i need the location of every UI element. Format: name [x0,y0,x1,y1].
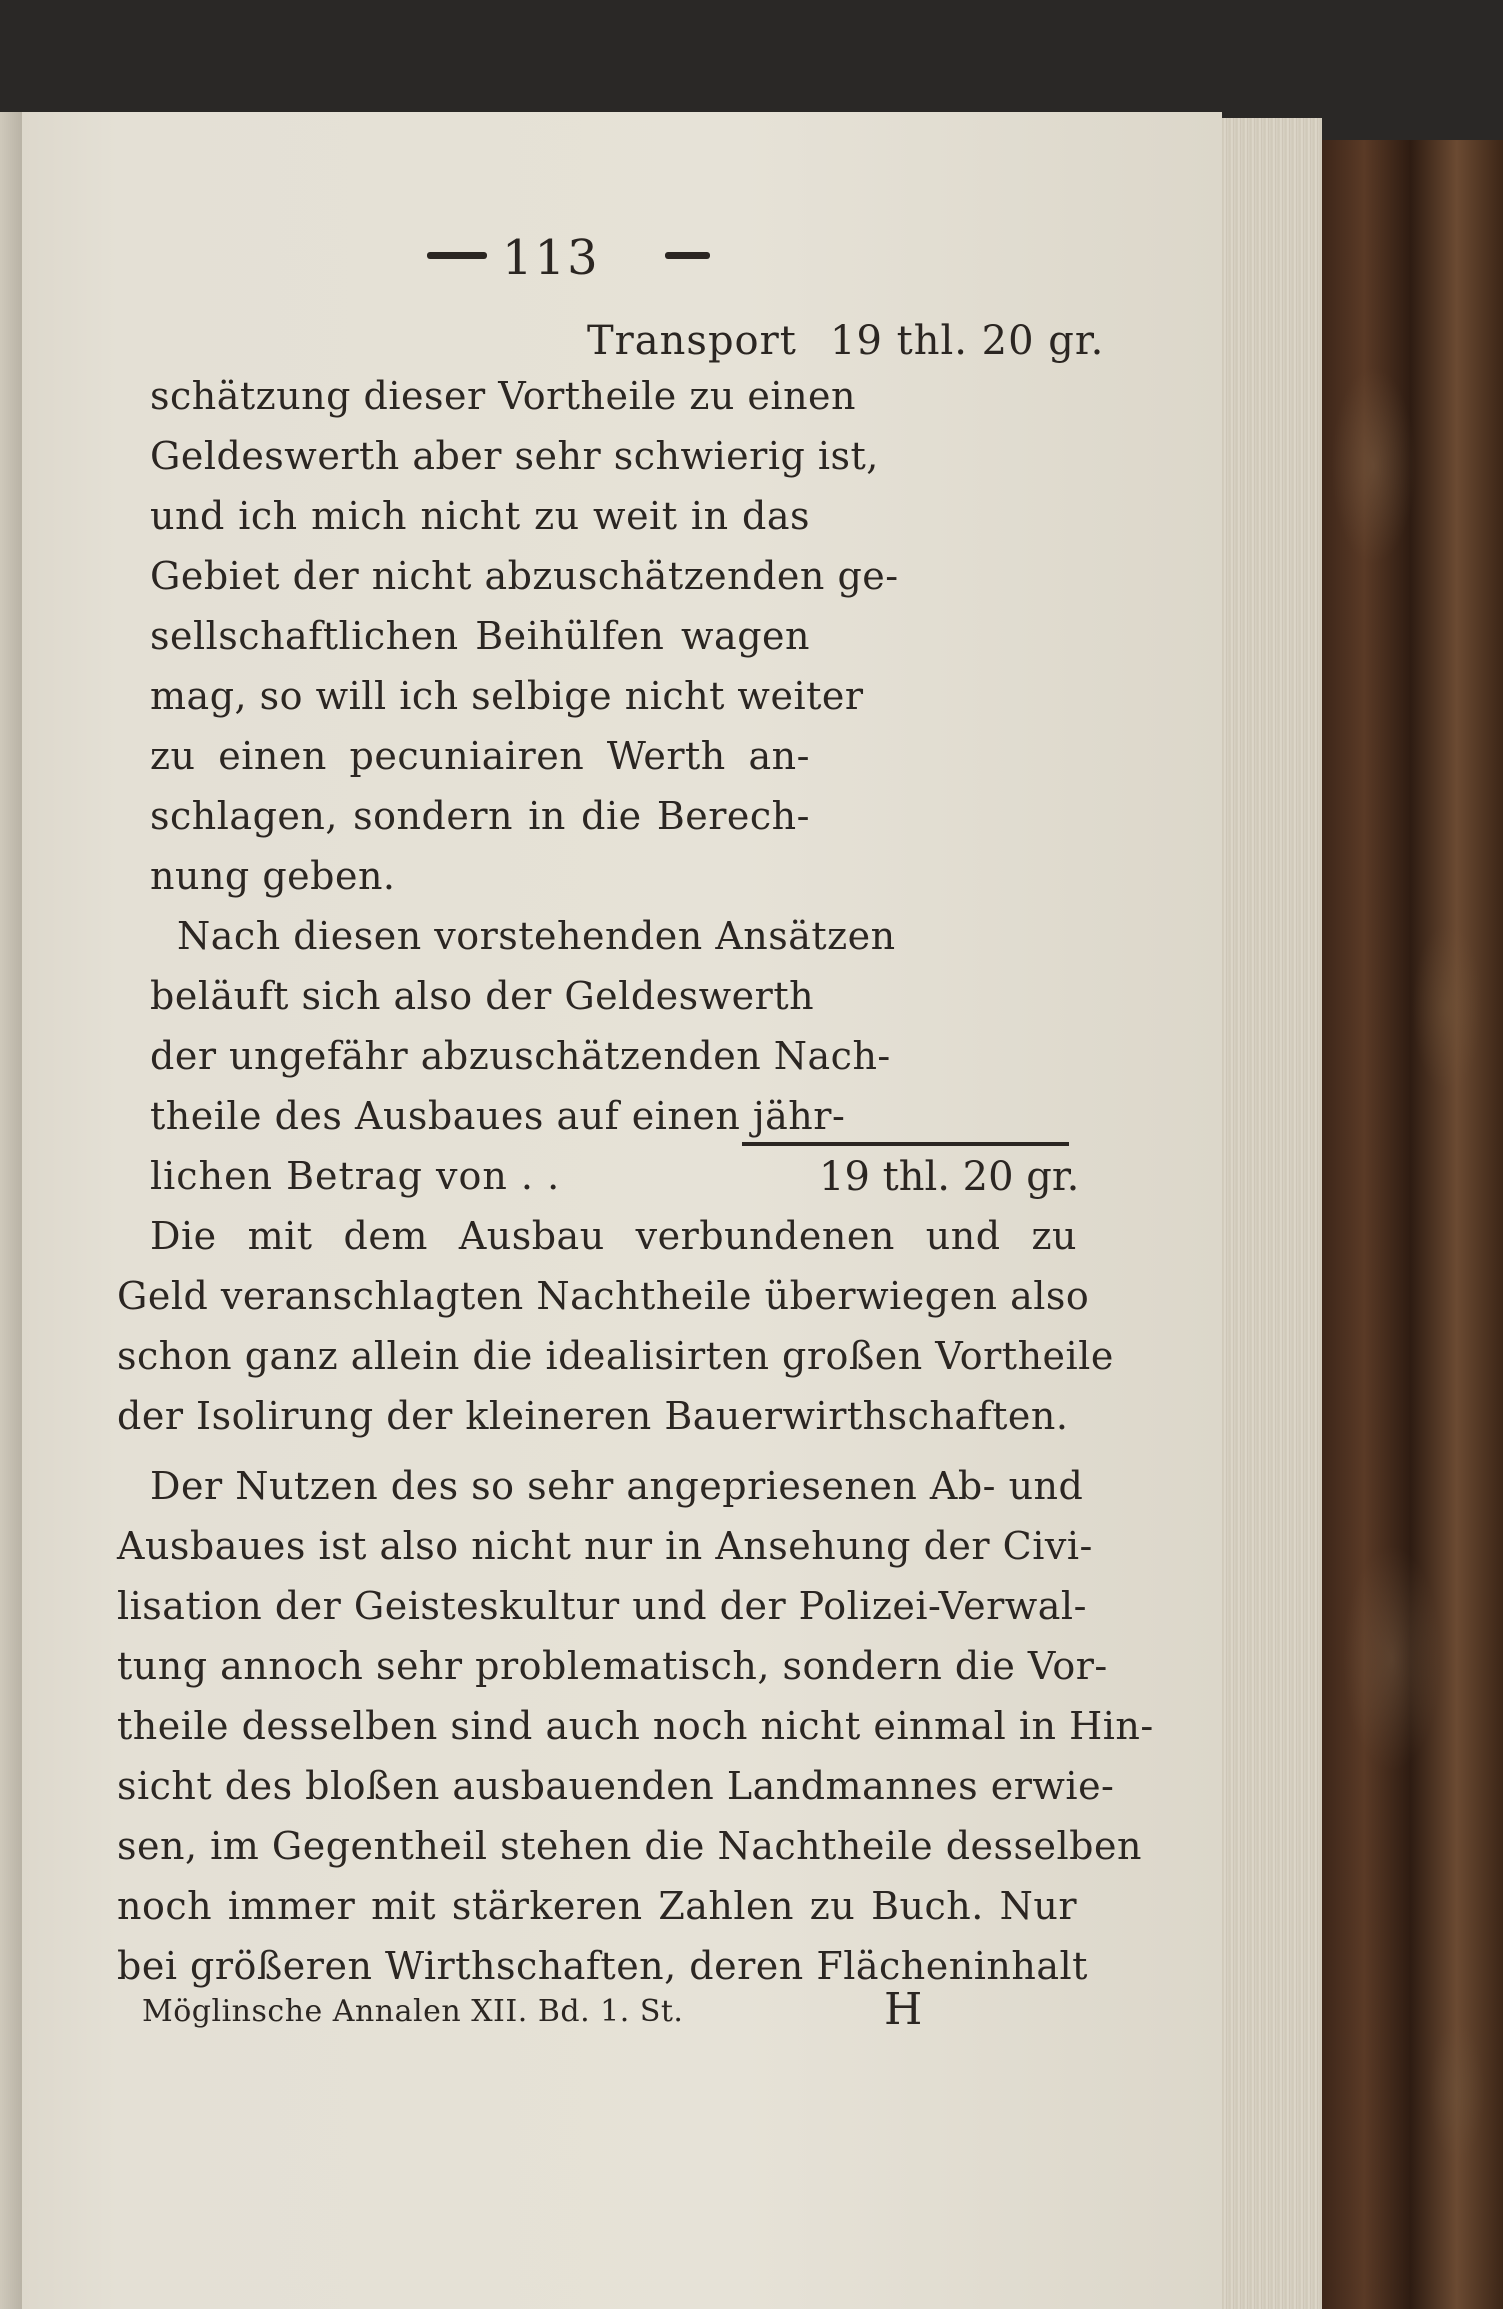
book-cover-marbled [1318,140,1503,2309]
text-line: Die mit dem Ausbau verbundenen und zu [150,1214,1077,1258]
sum-rule [742,1142,1069,1146]
header-dash-left [427,252,487,259]
text-line: Geld veranschlagten Nachtheile überwiegen also [117,1274,1090,1318]
text-line: der Isolirung der kleineren Bauerwirthschaften. [117,1394,1069,1438]
text-line: noch immer mit stärkeren Zahlen zu Buch. Nur [117,1884,1077,1928]
text-line: lichen Betrag von . . [150,1154,561,1198]
text-line: sicht des bloßen ausbauenden Landmannes erwie- [117,1764,1115,1808]
text-line: nung geben. [150,854,396,898]
text-line: beläuft sich also der Geldeswerth [150,974,815,1018]
text-line: lisation der Geisteskultur und der Polizei-Verwal- [117,1584,1087,1628]
text-line: schon ganz allein die idealisirten großen Vortheile [117,1334,1114,1378]
text-line: Ausbaues ist also nicht nur in Ansehung der Civi- [117,1524,1093,1568]
text-line: theile des Ausbaues auf einen jähr- [150,1094,846,1138]
transport-label: Transport [587,318,797,364]
transport-amount: 19 thl. 20 gr. [830,318,1105,364]
text-line: Geldeswerth aber sehr schwierig ist, [150,434,879,478]
text-line: Der Nutzen des so sehr angepriesenen Ab- und [150,1464,1084,1508]
page-block-edges [1220,118,1322,2309]
footer-signature: Möglinsche Annalen XII. Bd. 1. St. [142,1994,684,2029]
text-line: Gebiet der nicht abzuschätzenden ge- [150,554,899,598]
text-line: sen, im Gegentheil stehen die Nachtheile desselben [117,1824,1142,1868]
text-line: Nach diesen vorstehenden Ansätzen [177,914,896,958]
sum-amount: 19 thl. 20 gr. [819,1154,1080,1200]
adjacent-page-edge [0,112,22,2309]
header-dash-right [665,252,710,259]
book-page [22,112,1222,2309]
text-line: der ungefähr abzuschätzenden Nach- [150,1034,891,1078]
footer-sheet-mark: H [884,1984,923,2035]
text-line: schlagen, sondern in die Berech- [150,794,810,838]
text-line: zu einen pecuniairen Werth an- [150,734,810,778]
text-line: sellschaftlichen Beihülfen wagen [150,614,810,658]
text-line: theile desselben sind auch noch nicht einmal in Hin- [117,1704,1154,1748]
text-line: bei größeren Wirthschaften, deren Flächeninhalt [117,1944,1088,1988]
text-line: tung annoch sehr problematisch, sondern die Vor- [117,1644,1108,1688]
text-line: mag, so will ich selbige nicht weiter [150,674,864,718]
text-line: schätzung dieser Vortheile zu einen [150,374,857,418]
page-number: 113 [502,230,600,286]
text-line: und ich mich nicht zu weit in das [150,494,810,538]
